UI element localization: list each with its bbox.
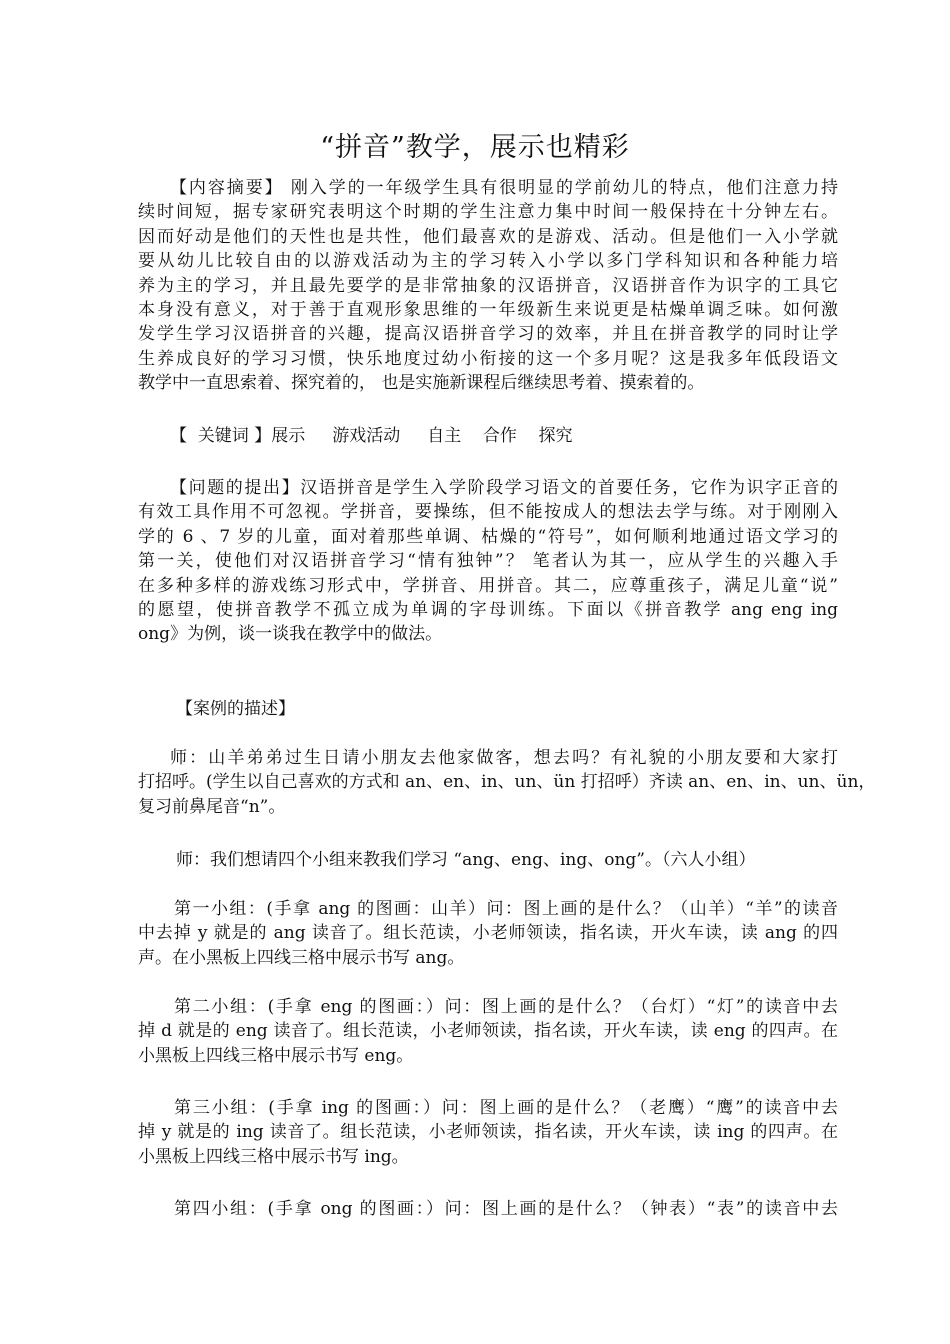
- problem-line: 在多种多样的游戏练习形式中，学拼音、用拼音。其二，应尊重孩子，满足儿童“说”: [138, 575, 838, 596]
- problem-line: ong》为例，谈一谈我在教学中的做法。: [138, 624, 443, 645]
- teacher-intro-paragraph: [138, 746, 876, 819]
- problem-line: 第一关，使他们对汉语拼音学习“情有独钟”？ 笔者认为其一，应从学生的兴趣入手: [138, 551, 838, 572]
- group2-line: 掉 d 就是的 eng 读音了。组长范读，小老师领读，指名读，开火车读，读 eng 的四声。在: [138, 1021, 838, 1042]
- group1-line: 第一小组：(手拿 ang 的图画：山羊）问：图上画的是什么？（山羊）“羊”的读音: [174, 899, 838, 919]
- group1-paragraph: [138, 897, 838, 970]
- teacher-intro-line: 打招呼。(学生以自己喜欢的方式和 an、en、in、un、ün 打招呼）齐读 an、en、in、un、ün，: [138, 772, 876, 793]
- keywords-line: 【 关键词 】展示 游戏活动 自主 合作 探究: [170, 426, 573, 446]
- teacher-intro-line: 师：山羊弟弟过生日请小朋友去他家做客，想去吗？有礼貌的小朋友要和大家打: [170, 748, 838, 768]
- teacher-request: 师：我们想请四个小组来教我们学习 “ang、eng、ing、ong”。（六人小组）: [176, 850, 756, 870]
- group3-line: 第三小组：(手拿 ing 的图画：）问：图上画的是什么？（老鹰）“鹰”的读音中去: [174, 1098, 838, 1118]
- abstract-paragraph: [138, 176, 838, 396]
- abstract-line: 生养成良好的学习习惯，快乐地度过幼小衔接的这一个多月呢？这是我多年低段语文: [138, 348, 838, 369]
- group1-line: 声。在小黑板上四线三格中展示书写 ang。: [138, 947, 465, 968]
- abstract-line: 养为主的学习，并且最先要学的是非常抽象的汉语拼音，汉语拼音作为识字的工具它: [138, 275, 838, 296]
- group3-paragraph: [138, 1096, 838, 1169]
- teacher-intro-line: 复习前鼻尾音“n”。: [138, 796, 286, 817]
- abstract-line: 【内容摘要】 刚入学的一年级学生具有很明显的学前幼儿的特点，他们注意力持: [170, 178, 838, 198]
- problem-paragraph: [138, 476, 838, 647]
- group2-paragraph: [138, 995, 838, 1068]
- case-heading: 【案例的描述】: [176, 699, 295, 719]
- abstract-line: 因而好动是他们的天性也是共性，他们最喜欢的是游戏、活动。但是他们一入小学就: [138, 226, 838, 247]
- abstract-line: 发学生学习汉语拼音的兴趣，提高汉语拼音学习的效率，并且在拼音教学的同时让学: [138, 324, 838, 345]
- abstract-line: 本身没有意义，对于善于直观形象思维的一年级新生来说更是枯燥单调乏味。如何激: [138, 300, 838, 321]
- group2-line: 小黑板上四线三格中展示书写 eng。: [138, 1045, 414, 1066]
- problem-line: 学的 6 、7 岁的儿童，面对着那些单调、枯燥的“符号”，如何顺利地通过语文学习的: [138, 526, 838, 547]
- problem-line: 有效工具作用不可忽视。学拼音，要操练，但不能按成人的想法去学与练。对于刚刚入: [138, 502, 838, 523]
- group4-paragraph: [138, 1197, 838, 1221]
- abstract-line: 教学中一直思索着、探究着的， 也是实施新课程后继续思考着、摸索着的。: [138, 373, 705, 394]
- abstract-line: 要从幼儿比较自由的以游戏活动为主的学习转入小学以多门学科知识和各种能力培: [138, 251, 838, 272]
- problem-line: 的愿望，使拼音教学不孤立成为单调的字母训练。下面以《拼音教学 ang eng ing: [138, 600, 838, 621]
- group2-line: 第二小组：(手拿 eng 的图画：）问：图上画的是什么？（台灯）“灯”的读音中去: [174, 997, 838, 1017]
- document-title: “拼音”教学，展示也精彩: [320, 132, 630, 163]
- abstract-line: 续时间短，据专家研究表明这个时期的学生注意力集中时间一般保持在十分钟左右。: [138, 202, 838, 223]
- group4-line: 第四小组：(手拿 ong 的图画：）问：图上画的是什么？（钟表）“表”的读音中去: [174, 1199, 838, 1219]
- group1-line: 中去掉 y 就是的 ang 读音了。组长范读，小老师领读，指名读，开火车读，读 ang 的四: [138, 923, 838, 944]
- group3-line: 掉 y 就是的 ing 读音了。组长范读，小老师领读，指名读，开火车读，读 ing 的四声。在: [138, 1122, 838, 1143]
- group3-line: 小黑板上四线三格中展示书写 ing。: [138, 1146, 409, 1167]
- problem-line: 【问题的提出】汉语拼音是学生入学阶段学习语文的首要任务，它作为识字正音的: [170, 478, 838, 498]
